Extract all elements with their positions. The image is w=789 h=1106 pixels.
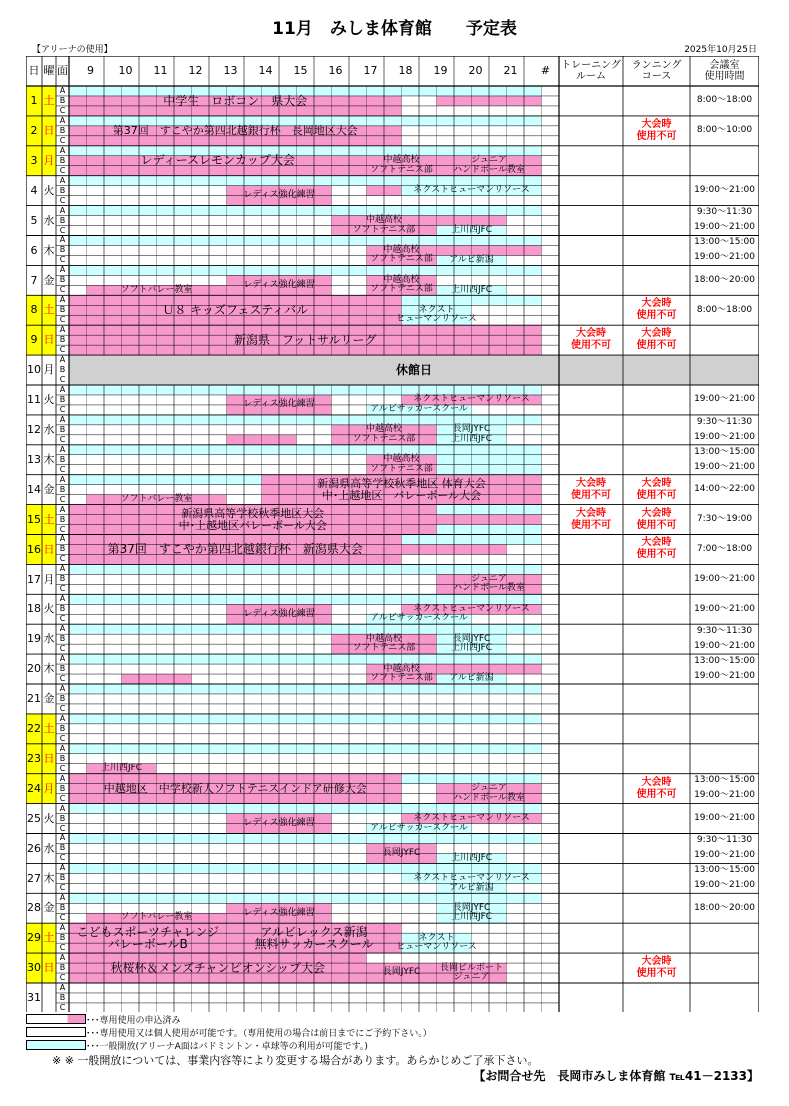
meeting-room-time: 9:30～11:30 (696, 835, 753, 846)
meeting-room-time: 13:00～15:00 (694, 865, 755, 876)
day-of-week: 金 (43, 692, 55, 706)
court-label: A (59, 982, 66, 992)
running-course-status: 大会時 使用不可 (636, 537, 677, 561)
court-label: B (59, 454, 66, 464)
schedule-overlay (26, 56, 759, 1012)
court-label: B (59, 544, 66, 554)
booking-label: 長岡JYFC (382, 967, 421, 978)
booking-label: 中越高校 ソフトテニス部 (352, 215, 416, 235)
legend-text: ･･･専用使用又は個人使用が可能です。（専用使用の場合は前日までにご予約下さい。） (86, 1029, 432, 1039)
court-label: A (59, 145, 66, 155)
booking-label: 長岡JYFC 上川西JFC (450, 424, 493, 444)
booking-label: 中越高校 ソフトテニス部 (370, 274, 433, 295)
booking-label: Ｕ８ キッズフェスティバル (162, 302, 309, 317)
court-label: A (59, 773, 66, 783)
meeting-room-time: 19:00～21:00 (694, 252, 755, 263)
running-course-header: ランニング コース (631, 60, 682, 82)
court-label: C (59, 674, 66, 683)
day-of-week: 月 (43, 153, 55, 167)
hour-header: 13 (223, 64, 238, 78)
court-label: C (59, 703, 66, 713)
booking-label: アルビレックス新潟 無料サッカースクール (254, 924, 374, 952)
day-of-week: 木 (43, 662, 55, 676)
booking-label: 新潟県 フットサルリーグ (233, 332, 377, 347)
booking-label: レディス強化練習 (243, 399, 315, 410)
court-label: B (59, 335, 66, 345)
booking-label: ジュニア ハンドボール教室 (453, 783, 525, 803)
hour-header: 9 (87, 64, 94, 78)
meeting-room-time: 7:00～18:00 (696, 543, 753, 554)
booking-label: 第37回 すこやか第四北越銀行杯 長岡地区大会 (112, 124, 358, 138)
court-label: A (59, 384, 66, 394)
hour-header: 21 (503, 64, 518, 78)
meeting-room-time: 19:00～21:00 (694, 812, 755, 823)
court-label: A (59, 444, 66, 454)
legend-swatch-cyan (26, 1040, 86, 1050)
day-of-week: 火 (43, 602, 55, 616)
court-label: B (59, 514, 66, 524)
booking-label: アルビ新潟 (449, 673, 494, 684)
booking-label: ネクスト ヒューマンリソース (396, 932, 477, 953)
booking-label: 上川西JFC (100, 762, 143, 773)
court-label: A (59, 115, 66, 125)
meeting-room-time: 13:00～15:00 (694, 775, 755, 786)
court-label: C (59, 554, 66, 564)
booking-label: レディースレモンカップ大会 (140, 153, 295, 168)
booking-label: アルビサッカースクール (370, 404, 468, 415)
running-course-status: 大会時 使用不可 (636, 507, 677, 531)
court-label: B (59, 664, 66, 674)
meeting-room-time: 19:00～21:00 (694, 222, 755, 233)
court-label: A (59, 414, 66, 424)
court-label: B (59, 365, 66, 375)
meeting-room-time: 14:00～22:00 (694, 483, 755, 494)
booking-label: 中越高校 ソフトテニス部 (352, 633, 416, 654)
meeting-room-time: 9:30～11:30 (696, 625, 753, 636)
running-course-status: 大会時 使用不可 (636, 298, 677, 322)
meeting-room-time: 19:00～21:00 (694, 790, 755, 801)
meeting-room-time: 13:00～15:00 (694, 655, 755, 666)
court-label: C (59, 135, 66, 145)
day-number: 11 (27, 393, 41, 407)
day-of-week: 水 (43, 841, 55, 855)
day-number: 13 (27, 452, 41, 466)
booking-label: 新潟県高等学校秋季地区大会 中･上越地区バレーボール大会 (178, 506, 327, 532)
legend-swatch-white (26, 1027, 86, 1037)
booking-label: ソフトバレー教室 (120, 912, 193, 923)
meeting-room-time: 7:30～19:00 (696, 513, 753, 524)
day-number: 23 (27, 751, 41, 765)
day-of-week: 木 (43, 243, 55, 257)
day-number: 27 (27, 871, 41, 885)
running-course-status: 大会時 使用不可 (636, 956, 677, 980)
court-label: A (59, 833, 66, 843)
day-number: 14 (27, 482, 41, 496)
day-number: 12 (27, 423, 41, 437)
day-of-week: 水 (43, 632, 55, 646)
day-number: 3 (30, 153, 38, 167)
court-label: A (59, 713, 66, 723)
column-header: 曜 (43, 64, 55, 78)
meeting-room-time: 19:00～21:00 (694, 670, 755, 681)
meeting-room-time: 19:00～21:00 (694, 461, 755, 472)
booking-label: 第37回 すこやか第四北越銀行杯 新潟県大会 (107, 542, 363, 557)
booking-label: 上川西JFC (450, 284, 493, 295)
court-label: A (59, 863, 66, 873)
court-label: C (59, 285, 66, 295)
day-of-week: 土 (43, 94, 55, 108)
hour-header: 14 (258, 64, 273, 78)
booking-label: こどもスポーツチャレンジ バレーボールB (76, 924, 220, 952)
day-of-week: 水 (43, 213, 55, 227)
court-label: C (59, 973, 66, 982)
court-label: B (59, 813, 66, 823)
court-label: C (59, 883, 66, 893)
court-label: C (59, 733, 66, 743)
meeting-room-time: 19:00～21:00 (694, 640, 755, 651)
day-of-week: 日 (43, 542, 55, 556)
booking-label: アルビサッカースクール (370, 822, 468, 833)
hour-header: 12 (188, 64, 203, 78)
court-label: B (59, 634, 66, 644)
day-of-week: 月 (43, 781, 55, 795)
court-label: A (59, 803, 66, 813)
booking-label: ネクストヒューマンリソース (413, 812, 530, 823)
court-label: A (59, 265, 66, 275)
court-label: A (59, 923, 66, 933)
booking-label: レディス強化練習 (243, 608, 315, 619)
booking-label: 上川西JFC (450, 852, 493, 863)
booking-label: ネクスト ヒューマンリソース (396, 304, 477, 325)
court-label: B (59, 723, 66, 733)
hour-header: 15 (293, 64, 308, 78)
day-number: 25 (27, 811, 41, 825)
meeting-room-time: 13:00～15:00 (694, 446, 755, 457)
court-label: B (59, 604, 66, 614)
court-label: C (59, 494, 66, 504)
court-label: B (59, 843, 66, 853)
booking-label: 中越高校 ソフトテニス部 (370, 454, 433, 474)
booking-label: 中学生 ロボコン 県大会 (163, 93, 308, 108)
booking-label: ネクストヒューマンリソース (413, 394, 530, 405)
hour-header: 10 (118, 64, 133, 78)
day-number: 7 (30, 273, 38, 287)
court-label: A (59, 355, 66, 365)
court-label: B (59, 574, 66, 584)
booking-label: 長岡JYFC 上川西JFC (450, 902, 493, 923)
court-label: B (59, 394, 66, 404)
court-label: B (59, 873, 66, 883)
page-title: 11月 みしま体育館 予定表 (272, 19, 517, 39)
court-label: A (59, 743, 66, 753)
day-of-week: 日 (43, 124, 55, 138)
court-label: B (59, 783, 66, 793)
court-label: B (59, 185, 66, 195)
day-of-week: 金 (43, 273, 55, 287)
day-number: 19 (27, 632, 41, 646)
court-label: C (59, 763, 66, 773)
court-label: A (59, 564, 66, 574)
court-label: B (59, 275, 66, 285)
day-of-week: 火 (43, 183, 55, 197)
court-label: A (59, 594, 66, 604)
court-label: B (59, 992, 66, 1002)
running-course-status: 大会時 使用不可 (636, 328, 677, 352)
court-label: A (59, 474, 66, 484)
court-label: A (59, 624, 66, 634)
day-of-week: 日 (43, 751, 55, 765)
day-of-week: 土 (43, 931, 55, 945)
meeting-room-time: 9:30～11:30 (696, 207, 753, 218)
hour-header: # (540, 64, 551, 78)
day-number: 15 (27, 512, 41, 526)
booking-label: 中越高校 ソフトテニス部 (370, 244, 433, 265)
training-room-header: トレーニング ルーム (561, 60, 621, 82)
court-label: C (59, 315, 66, 325)
day-number: 17 (27, 572, 41, 586)
booking-label: 長岡JYFC 上川西JFC (450, 633, 493, 654)
court-label: C (59, 255, 66, 265)
booking-label: アルビ新潟 (449, 882, 494, 893)
legend (26, 1012, 759, 1052)
meeting-room-time: 13:00～15:00 (694, 237, 755, 248)
day-number: 24 (27, 781, 41, 795)
day-number: 28 (27, 901, 41, 915)
booking-label: ジュニア ハンドボール教室 (453, 155, 525, 175)
booking-label: 中越高校 ソフトテニス部 (352, 424, 416, 444)
court-label: A (59, 953, 66, 963)
day-of-week: 土 (43, 722, 55, 736)
booking-label: レディス強化練習 (243, 817, 315, 828)
day-number: 1 (30, 94, 38, 108)
court-label: C (59, 524, 66, 534)
day-of-week: 日 (43, 961, 55, 975)
legend-swatch-pink (26, 1014, 86, 1024)
day-number: 20 (27, 662, 41, 676)
meeting-room-time: 19:00～21:00 (694, 880, 755, 891)
day-number: 4 (30, 183, 38, 197)
day-of-week: 土 (43, 303, 55, 317)
court-label: B (59, 903, 66, 913)
meeting-room-time: 18:00～20:00 (694, 902, 755, 913)
court-label: A (59, 175, 66, 185)
booking-label: 上川西JFC (450, 224, 493, 235)
court-label: B (59, 215, 66, 225)
meeting-room-time: 19:00～21:00 (694, 431, 755, 442)
meeting-room-header: 会議室 使用時間 (704, 60, 745, 82)
court-label: C (59, 225, 66, 235)
court-label: B (59, 693, 66, 703)
court-label: C (59, 853, 66, 863)
court-label: A (59, 325, 66, 335)
booking-label: アルビサッカースクール (370, 613, 468, 624)
day-number: 2 (30, 124, 38, 138)
meeting-room-time: 19:00～21:00 (694, 184, 755, 195)
training-room-status: 大会時 使用不可 (571, 328, 611, 352)
running-course-status: 大会時 使用不可 (636, 118, 677, 142)
court-label: C (59, 584, 66, 594)
booking-label: ソフトバレー教室 (120, 284, 193, 295)
court-label: A (59, 235, 66, 245)
court-label: A (59, 205, 66, 215)
court-label: B (59, 245, 66, 255)
day-number: 9 (30, 333, 38, 347)
meeting-room-time: 19:00～21:00 (694, 850, 755, 861)
court-label: A (59, 683, 66, 693)
day-number: 16 (27, 542, 41, 556)
day-number: 30 (27, 961, 41, 975)
booking-label: 長岡ビルボート ジュニア (439, 962, 503, 983)
training-room-status: 大会時 使用不可 (571, 477, 611, 501)
court-label: C (59, 345, 66, 355)
hour-header: 17 (363, 64, 378, 78)
booking-label: ネクストヒューマンリソース (413, 603, 530, 614)
meeting-room-time: 8:00～18:00 (696, 95, 753, 106)
day-number: 5 (30, 213, 38, 227)
meeting-room-time: 19:00～21:00 (694, 603, 755, 614)
contact-info: 【お問合せ先 長岡市みしま体育館 ℡41－2133】 (473, 1069, 759, 1083)
court-label: C (59, 434, 66, 444)
column-header: 面 (57, 64, 68, 78)
meeting-room-time: 8:00～18:00 (696, 304, 753, 315)
court-label: B (59, 424, 66, 434)
booking-label: アルビ新潟 (449, 254, 494, 265)
booking-label: レディス強化練習 (243, 907, 315, 918)
court-label: A (59, 654, 66, 664)
day-of-week: 水 (43, 423, 55, 437)
court-label: B (59, 933, 66, 943)
legend-text: ･･･専用使用の申込済み (86, 1016, 181, 1026)
updated-date: 2025年10月25日 (684, 45, 757, 55)
court-label: B (59, 155, 66, 165)
day-number: 26 (27, 841, 41, 855)
court-label: C (59, 614, 66, 624)
day-of-week: 火 (43, 811, 55, 825)
day-number: 31 (27, 991, 41, 1005)
court-label: B (59, 305, 66, 315)
day-number: 8 (30, 303, 38, 317)
court-label: A (59, 504, 66, 514)
court-label: C (59, 793, 66, 803)
court-label: B (59, 963, 66, 973)
training-room-status: 大会時 使用不可 (571, 507, 611, 531)
booking-label: ジュニア ハンドボール教室 (453, 573, 525, 594)
arena-usage-label: 【アリーナの使用】 (32, 45, 113, 55)
day-number: 10 (27, 363, 41, 377)
day-of-week: 金 (43, 901, 55, 915)
closed-day-label: 休館日 (395, 362, 432, 377)
legend-text: ･･･一般開放(アリーナA面はバドミントン・卓球等の利用が可能です。) (86, 1042, 368, 1052)
day-number: 21 (27, 692, 41, 706)
day-of-week: 金 (43, 482, 55, 496)
hour-header: 19 (433, 64, 448, 78)
hour-header: 16 (328, 64, 343, 78)
day-of-week: 土 (43, 512, 55, 526)
court-label: A (59, 534, 66, 544)
day-of-week: 火 (43, 393, 55, 407)
court-label: A (59, 893, 66, 903)
day-of-week: 木 (43, 871, 55, 885)
booking-label: ネクストヒューマンリソース (413, 184, 530, 195)
court-label: C (59, 105, 66, 115)
booking-label: ネクストヒューマンリソース (413, 872, 530, 883)
court-label: B (59, 484, 66, 494)
court-label: A (59, 85, 66, 95)
booking-label: 長岡JYFC (382, 847, 421, 858)
court-label: C (59, 644, 66, 654)
booking-label: 中越高校 ソフトテニス部 (370, 155, 433, 175)
court-label: B (59, 125, 66, 135)
court-label: C (59, 464, 66, 474)
meeting-room-time: 8:00～10:00 (696, 125, 753, 136)
hour-header: 18 (398, 64, 413, 78)
day-number: 18 (27, 602, 41, 616)
court-label: C (59, 943, 66, 953)
booking-label: 秋桜杯＆メンズチャンピオンシップ大会 (110, 960, 325, 975)
booking-label: ソフトバレー教室 (120, 493, 193, 504)
court-label: B (59, 753, 66, 763)
meeting-room-time: 19:00～21:00 (694, 573, 755, 584)
day-of-week: 日 (43, 333, 55, 347)
booking-label: 中越地区 中学校新人ソフトテニスインドア研修大会 (103, 781, 367, 795)
court-label: C (59, 913, 66, 923)
running-course-status: 大会時 使用不可 (636, 776, 677, 800)
hour-header: 20 (468, 64, 483, 78)
court-label: C (59, 195, 66, 205)
court-label: A (59, 295, 66, 305)
hour-header: 11 (153, 64, 168, 78)
court-label: C (59, 165, 66, 175)
meeting-room-time: 9:30～11:30 (696, 416, 753, 427)
running-course-status: 大会時 使用不可 (636, 477, 677, 501)
day-of-week (42, 983, 56, 1013)
meeting-room-time: 18:00～20:00 (694, 274, 755, 285)
court-label: C (59, 1002, 66, 1012)
court-label: B (59, 95, 66, 105)
court-label: C (59, 375, 66, 384)
day-number: 6 (30, 243, 38, 257)
day-of-week: 月 (43, 572, 55, 586)
booking-label: レディス強化練習 (243, 189, 315, 200)
court-label: C (59, 404, 66, 414)
booking-label: 中越高校 ソフトテニス部 (370, 663, 433, 684)
day-of-week: 月 (43, 363, 55, 377)
day-number: 29 (27, 931, 41, 945)
day-of-week: 木 (43, 452, 55, 466)
court-label: C (59, 823, 66, 833)
column-header: 日 (28, 64, 40, 78)
booking-label: 新潟県高等学校秋季地区 体育大会 中･上越地区 バレーボール大会 (317, 477, 486, 502)
booking-label: レディス強化練習 (243, 279, 315, 290)
meeting-room-time: 19:00～21:00 (694, 394, 755, 405)
footnote: ※ ※ 一般開放については、事業内容等により変更する場合があります。あらかじめご了承下さい。 (52, 1054, 539, 1067)
day-number: 22 (27, 722, 41, 736)
